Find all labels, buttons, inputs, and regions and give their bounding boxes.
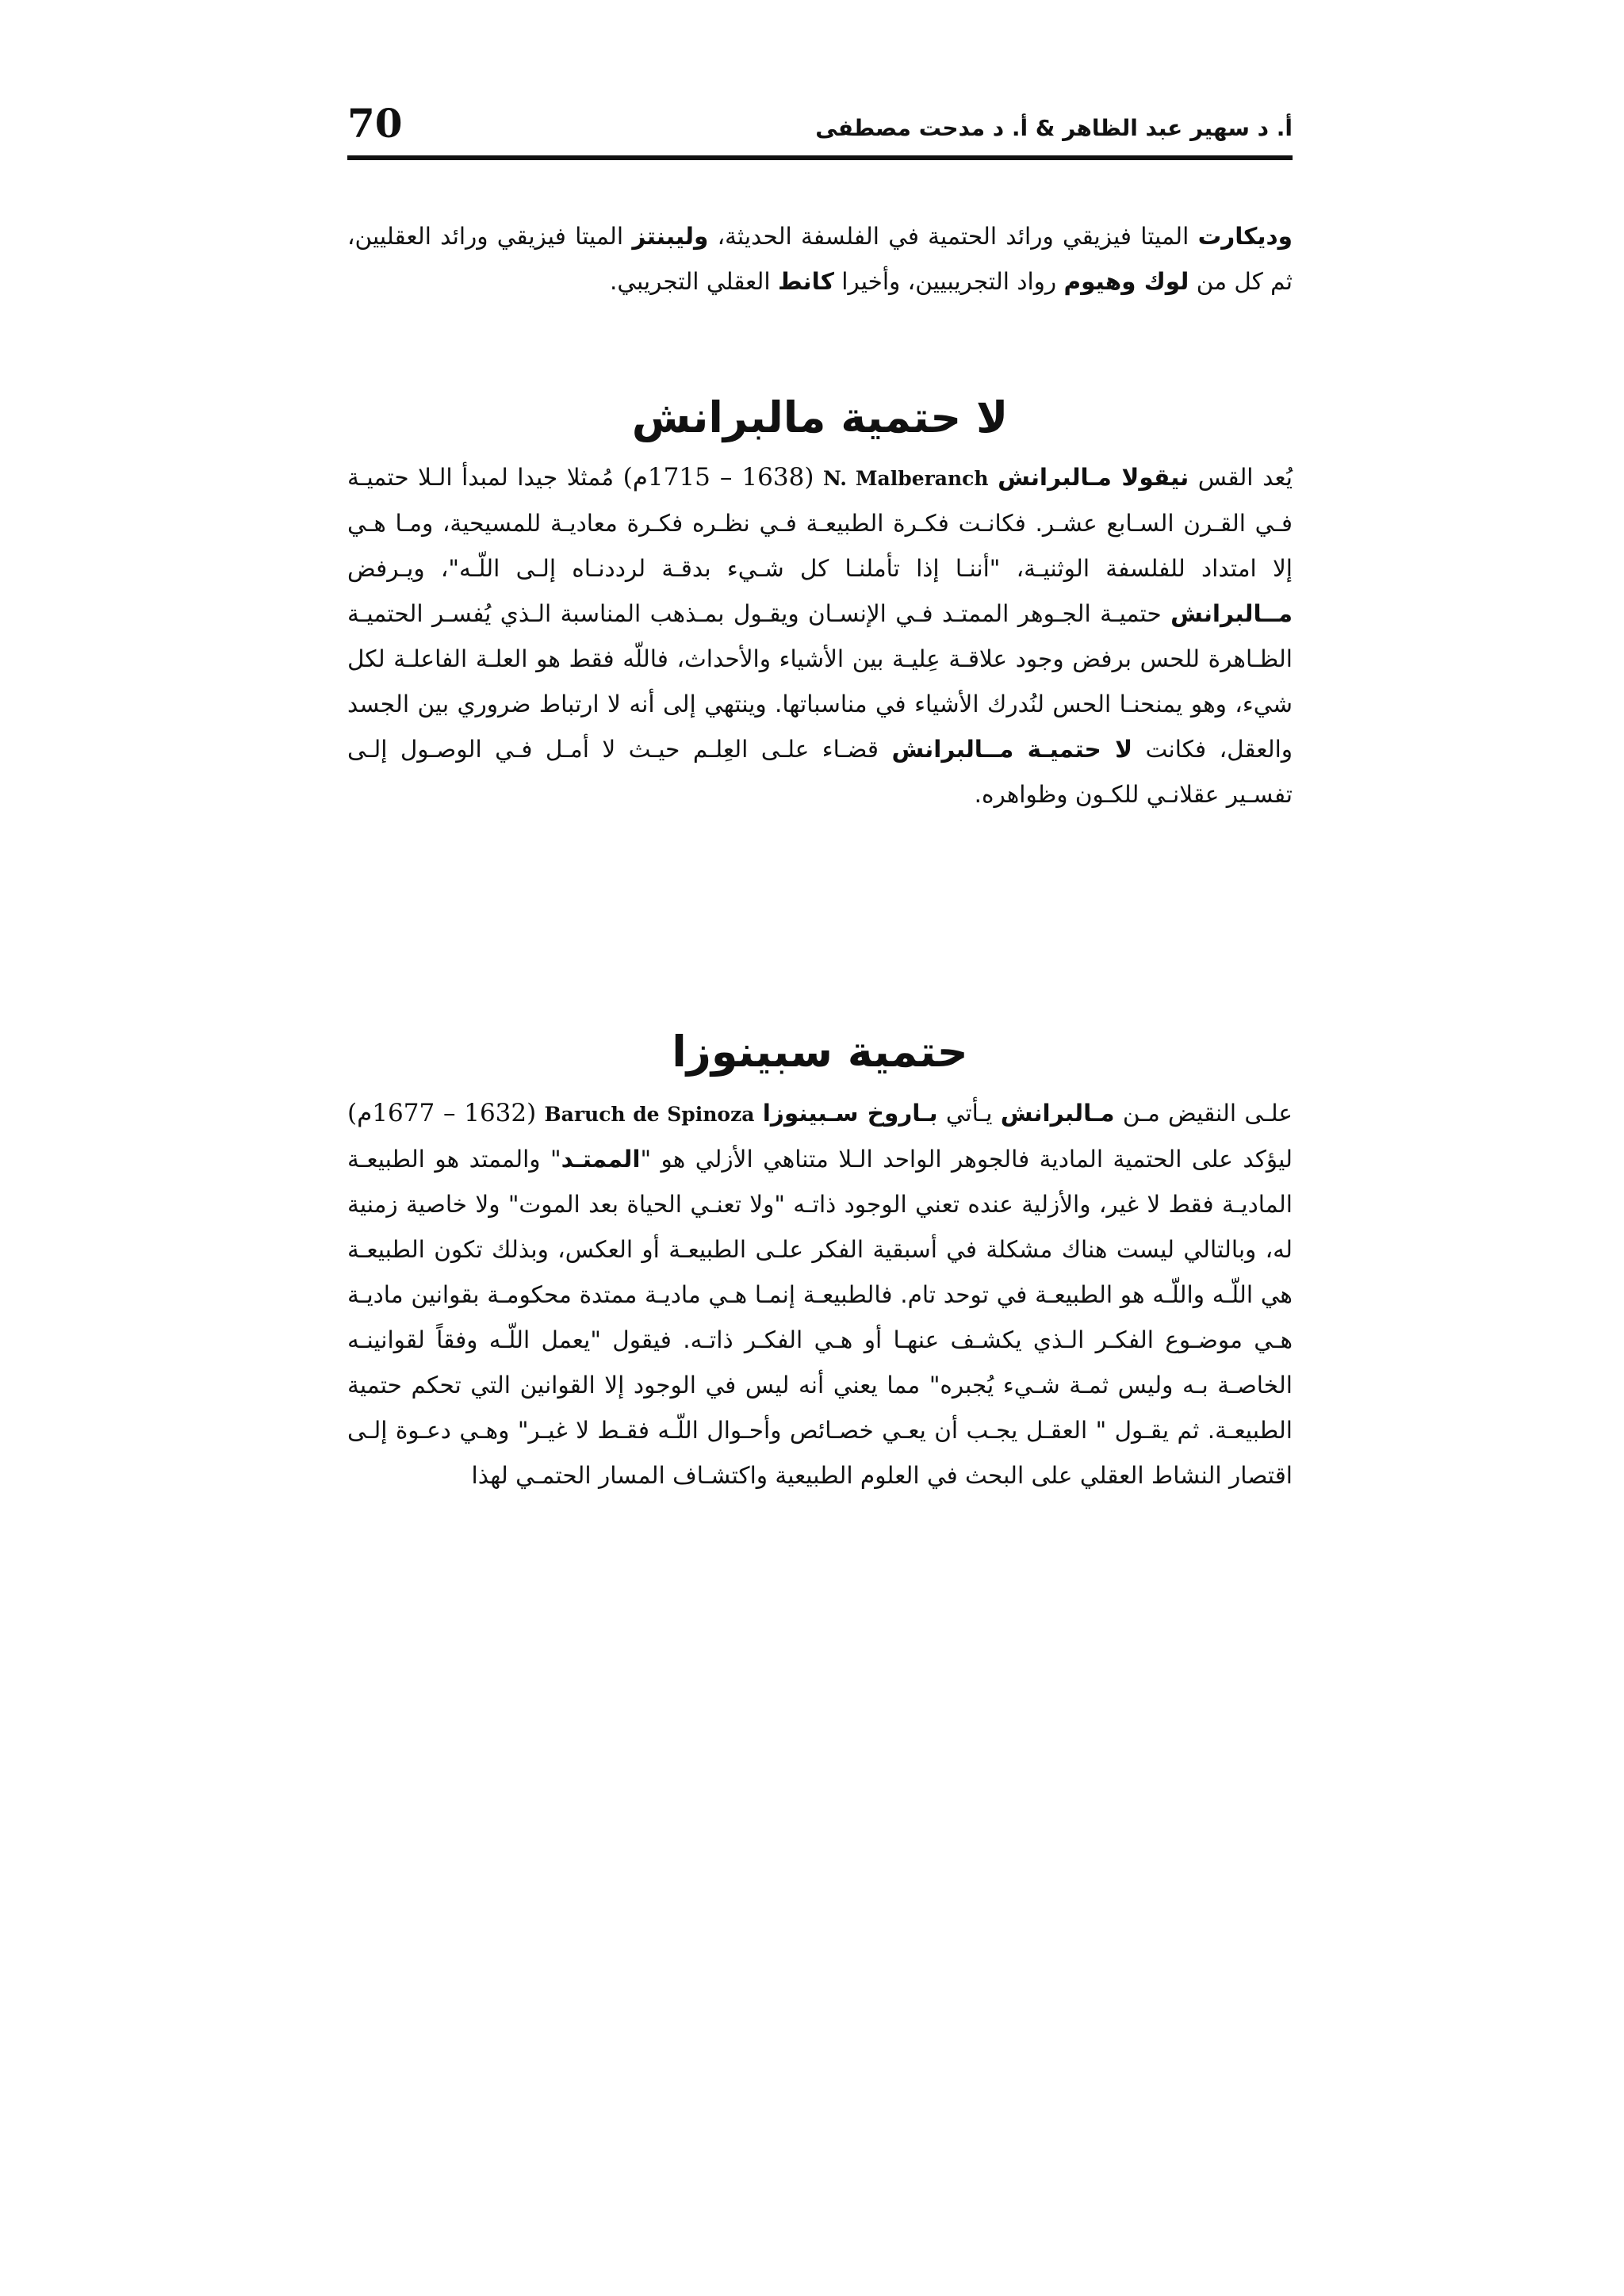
malebranche-paragraph <box>347 455 1293 817</box>
bold-name: لا حتميـة مــالبرانش <box>891 736 1133 763</box>
page-header <box>347 94 1293 159</box>
header-rule <box>347 155 1293 160</box>
bold-name: وديكارت <box>1197 223 1293 250</box>
paragraph-text: يـأتي <box>937 1100 1001 1127</box>
spinoza-paragraph <box>347 1091 1293 1498</box>
paragraph-text: الميتا فيزيقي ورائد الحتمية في الفلسفة الحديثة، <box>708 223 1198 250</box>
date-range: (1638 – 1715م) <box>622 463 814 492</box>
paragraph-text: مُمثلا جيدا لمبدأ الـلا حتميـة فـي القـرن السـابع عشـر. فكانـت فكـرة الطبيعـة فـي نظـره فكـرة معاديـة للمسيحية، ومـا هـي إلا امتداد للفلسفة الوثنيـة، "أننـا إذا تأملنـا كل شـيء بدقـة لرددنـاه إلـى اللّـه"، ويـرفض <box>347 464 1293 582</box>
bold-name: مـالبرانش <box>1000 1100 1115 1127</box>
paragraph-text: العقلي التجريبي. <box>610 268 778 295</box>
bold-name: كانط <box>777 268 834 295</box>
latin-name: N. Malberanch <box>823 467 989 490</box>
paragraph-text: " والممتد هو الطبيعـة الماديـة فقط لا غير، والأزلية عنده تعني الوجود ذاتـه "ولا تعنـي الحياة بعد الموت" ولا خاصية زمنية له، وبالتالي ليست هناك مشكلة في أسبقية الفكر علـى الطبيعـة أو العكس، وبذلك تكون الطبيعـة هي اللّـه واللّـه هو الطبيعـة في توحد تام. فالطبيعـة إنمـا هـي ماديـة ممتدة محكومـة بقوانين ماديـة هـي موضـوع الفكـر الـذي يكشـف عنهـا أو هـي الفكـر ذاتـه. فيقول "يعمل اللّـه وفقاً لقوانينـه الخاصـة بـه وليس ثمـة شـيء يُجبره" مما يعني أنه ليس في الوجود إلا القوانين التي تحكم حتمية الطبيعـة. ثم يقـول " العقـل يجـب أن يعـي خصـائص وأحـوال اللّـه فقـط لا غيـر" وهـي دعـوة إلـى اقتصار النشاط العقلي على البحث في العلوم الطبيعية واكتشـاف المسار الحتمـي لهذا <box>347 1146 1293 1489</box>
paragraph-text: ليؤكد على الحتمية المادية فالجوهر الواحد الـلا متناهي الأزلي هو " <box>640 1146 1293 1173</box>
bold-name: وليبنتز <box>632 223 709 250</box>
paragraph-text: الميتا فيزيقي ورائد العقليين، ثم كل من <box>347 223 1293 295</box>
page-number: 70 <box>347 100 403 147</box>
bold-name: الممتـد <box>561 1146 641 1173</box>
paragraph-text: رواد التجريبيين، وأخيرا <box>833 268 1064 295</box>
running-head-authors: أ. د سهير عبد الظاهر & أ. د مدحت مصطفى <box>815 115 1293 141</box>
section-heading-malebranche: لا حتمية مالبرانش <box>631 392 1009 442</box>
paragraph-text: قضـاء علـى العِلـم حيـث لا أمـل فـي الوصـول إلـى تفسـير عقلانـي للكـون وظواهره. <box>347 736 1293 808</box>
bold-name: نيقولا مـالبرانش <box>998 464 1189 491</box>
paragraph-text: حتميـة الجـوهر الممتـد فـي الإنسـان ويقـول بمـذهب المناسبة الـذي يُفسـر الحتميـة الظـاهرة للحس برفض وجود علاقـة عِليـة بين الأشياء والأحداث، فاللّه فقط هو العلـة الفاعلـة لكل شيء، وهو يمنحنـا الحس لنُدرك الأشياء في مناسباتها. وينتهي إلى أنه لا ارتباط ضروري بين الجسد والعقل، فكانت <box>347 600 1293 763</box>
intro-paragraph <box>347 214 1293 304</box>
paragraph-text: علـى النقيض مـن <box>1114 1100 1293 1127</box>
bold-name: مــالبرانش <box>1170 600 1293 627</box>
date-range: (1632 – 1677م) <box>347 1099 537 1127</box>
bold-name: بـاروخ سـبينوزا <box>762 1100 938 1127</box>
paragraph-text: يُعد القس <box>1189 464 1293 491</box>
section-heading-spinoza: حتمية سبينوزا <box>672 1027 968 1077</box>
bold-name: لوك وهيوم <box>1063 268 1189 295</box>
latin-name: Baruch de Spinoza <box>544 1103 755 1126</box>
